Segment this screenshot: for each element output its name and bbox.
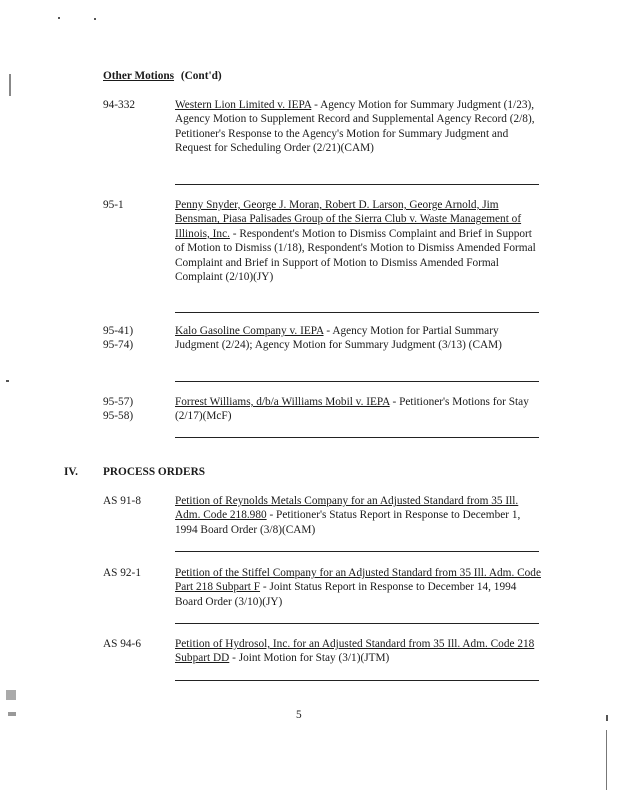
assignment-line [175,680,539,681]
entry-text: - Petitioner's Status Report in Response to December 1, 1994 Board Order (3/8)(CAM) [175,509,521,536]
docket-number: AS 91-8 [103,495,141,507]
docket-number: AS 92-1 [103,567,141,579]
section-heading [103,69,222,83]
scan-smudge [8,712,16,716]
entry-text: - Respondent's Motion to Dismiss Complaint and Brief in Support of Motion to Dismiss (1/18), Respondent's Motion to Dismiss Amended Formal Complaint and Brief in Support of Motion to Dismiss Amended Formal Complaint (2/10)(JY) [175,227,536,284]
assignment-line [175,551,539,552]
case-name: Kalo Gasoline Company v. IEPA [175,325,324,337]
scan-smudge [6,690,16,700]
assignment-line [175,312,539,313]
assignment-line [175,437,539,438]
motion-entry [175,324,543,353]
case-name: Petition of the Stiffel Company for an Adjusted Standard from 35 Ill. Adm. Code Part 218 Subpart F [175,567,541,594]
docket-number: 94-332 [103,99,136,111]
section-heading-suffix: (Cont'd) [180,70,222,82]
motion-entry [175,198,543,284]
docket-number: 95-1 [103,199,124,211]
entry-text: - Joint Motion for Stay (3/1)(JTM) [229,652,390,665]
docket-number: 95-57) 95-58) [103,396,134,423]
process-order-entry [175,566,543,609]
entry-text: - Agency Motion for Partial Summary Judgment (2/24); Agency Motion for Summary Judgment (3/13) (CAM) [175,325,502,352]
assignment-line [175,623,539,624]
scan-speck [606,715,608,721]
scan-speck [94,18,96,20]
assignment-line [175,381,539,382]
scan-speck [58,17,60,19]
entry-text: - Joint Status Report in Response to December 14, 1994 Board Order (3/10)(JY) [175,581,517,608]
case-name: Forrest Williams, d/b/a Williams Mobil v. IEPA [175,396,390,408]
roman-numeral: IV. [64,466,78,478]
case-name: Penny Snyder, George J. Moran, Robert D. Larson, George Arnold, Jim Bensman, Piasa Palisades Group of the Sierra Club v. Waste Management of Illinois, Inc. [175,199,522,240]
scan-mark [9,74,11,96]
process-order-entry [175,637,543,666]
section-heading-title: Other Motions [103,70,175,82]
docket-number: AS 94-6 [103,638,141,650]
case-name: Petition of Reynolds Metals Company for an Adjusted Standard from 35 Ill. Adm. Code 218.980 [175,495,519,522]
docket-number: 95-41) 95-74) [103,325,134,352]
page-number: 5 [296,709,302,721]
scan-edge-line [606,730,607,790]
process-orders-heading: PROCESS ORDERS [103,466,206,478]
motion-entry [175,395,543,424]
assignment-line [175,184,539,185]
process-order-entry [175,494,543,537]
scan-speck [6,380,9,382]
case-name: Petition of Hydrosol, Inc. for an Adjusted Standard from 35 Ill. Adm. Code 218 Subpart DD [175,638,535,665]
case-name: Western Lion Limited v. IEPA [175,99,312,111]
entry-text: - Petitioner's Motions for Stay (2/17)(McF) [175,396,529,423]
entry-text: - Agency Motion for Summary Judgment (1/23), Agency Motion to Supplement Record and Supplemental Agency Record (2/8), Petitioner's Response to the Agency's Motion for Summary Judgment and Request for Scheduling Order (2/21)(CAM) [175,99,535,155]
motion-entry [175,98,543,156]
